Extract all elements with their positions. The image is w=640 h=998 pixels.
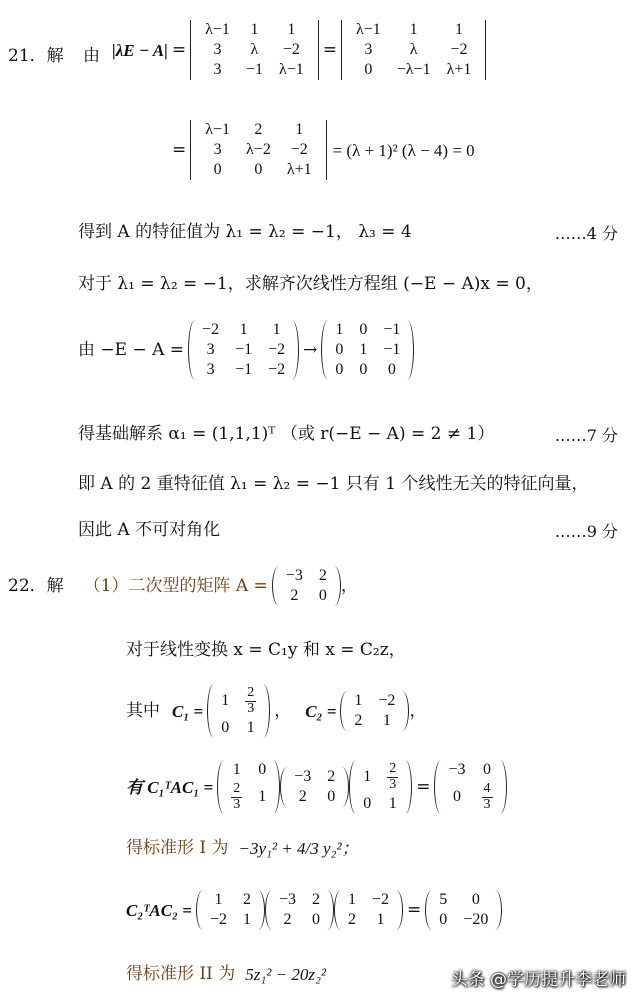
matrix-cell: 1: [409, 21, 418, 38]
matrix-cell: 0: [453, 788, 461, 806]
det-matrix-3: [190, 120, 326, 180]
matrix-cell: 1: [454, 21, 463, 38]
matrix-cell: 0: [213, 161, 222, 178]
matrix-cell: λ+1: [286, 161, 312, 178]
matrix-cell: 1: [239, 321, 248, 338]
det-matrix-2: [341, 20, 486, 80]
q21-heading: [8, 48, 100, 65]
matrix-cell: 0: [258, 761, 267, 778]
q21-number: 21．解: [8, 46, 64, 66]
matrix-cell: −λ−1: [396, 61, 431, 78]
matrix-cell: −1: [245, 61, 263, 78]
eigenvalue-line: 得到 A 的特征值为 λ₁ = λ₂ = −1， λ₃ = 4: [78, 222, 412, 242]
multiplicity-line: 即 A 的 2 重特征值 λ₁ = λ₂ = −1 只有 1 个线性无关的特征向量，: [78, 474, 589, 494]
matrix-cell: 1: [250, 21, 259, 38]
matrix-cell: 1: [348, 891, 357, 908]
q21-det-line2: = λ−1 2 1 3 λ−2 −2 0 0 λ+1 = (λ + 1)² (λ − 4) = 0: [172, 121, 475, 178]
matrix-cell: 0: [439, 911, 448, 928]
matrix-cell: 2: [348, 911, 357, 928]
matrix-result-2: [425, 890, 502, 930]
C2-label: C₂ =: [305, 701, 337, 721]
std2-label: 得标准形 II 为: [126, 964, 236, 984]
matrix-cell: −3: [278, 891, 297, 908]
matrix-cell: −2: [372, 891, 390, 908]
matrix-cell: 1: [221, 692, 230, 710]
std1-label: 得标准形 I 为: [126, 838, 229, 858]
q21-det-line1: |λE − A| = λ−1 1 1 3 λ −2 3 −1 λ−1 = λ−1 1 1 3 λ −2 0 −λ−1 λ+1: [112, 20, 486, 80]
matrix-cell: 1: [287, 21, 296, 38]
matrix-cell: 0: [221, 719, 230, 737]
matrix-cell: 0: [254, 161, 263, 178]
matrix-cell: 0: [359, 361, 368, 378]
det-lhs: |λE − A|: [112, 40, 168, 60]
matrix-cell: 1: [272, 321, 281, 338]
matrix-cell: 1: [359, 341, 368, 358]
watermark: 头条 @学历提升李老师: [450, 970, 626, 990]
matrix-cell: −2: [378, 692, 396, 710]
matrix-cell: 2: [327, 768, 336, 786]
q22-heading: 22．解 （1）二次型的矩阵 A = −3 2 2 0 ，: [8, 567, 358, 604]
matrix-cell: 1: [363, 768, 372, 786]
reduction-line: 由 −E − A = −2 1 1 3 −1 −2 3 −1 −2 → 1 0 −1 0 1 −1 0 0 0: [78, 320, 414, 380]
score-7: ……7 分: [554, 426, 618, 445]
matrix-cell: λ: [250, 41, 259, 58]
matrix-cell: −3: [285, 567, 303, 584]
q22-part1: （1）二次型的矩阵 A =: [83, 575, 268, 596]
matrix-cell: −1: [235, 341, 253, 358]
matrix-cell: 1: [388, 795, 397, 813]
matrix-result-1: [434, 760, 506, 814]
transform-line: 对于线性变换 x = C₁y 和 x = C₂z，: [126, 640, 406, 660]
matrix-cell: 2: [298, 788, 307, 806]
matrix-cell: 1: [382, 712, 391, 730]
matrix-cell: 1: [354, 692, 363, 710]
matrix-cell: 2: [283, 911, 292, 928]
det3-rhs: = (λ + 1)² (λ − 4) = 0: [332, 140, 475, 160]
det-matrix-1: [190, 20, 319, 80]
matrix-cell: −2: [282, 41, 300, 58]
matrix-cell: $\frac{2}{3}$: [389, 761, 397, 792]
matrix-A: [272, 566, 341, 606]
have-label: 有 C₁ᵀAC₁ =: [126, 777, 214, 797]
score-9: ……9 分: [554, 522, 618, 541]
matrix-cell: 0: [335, 361, 344, 378]
matrix-A-copy2: [265, 890, 334, 930]
reduction-label: 由 −E − A =: [78, 339, 185, 360]
matrix-C1-copy: [349, 760, 412, 814]
matrix-cell: 2: [354, 712, 363, 730]
matrix-cell: 0: [483, 761, 492, 778]
q22-number: 22．解: [8, 575, 64, 596]
where-line: 其中 C₁ = 1 $\frac{2}{3}$ 0 1 ， C₂ = 1 −2 2 1 ，: [126, 685, 427, 737]
matrix-cell: 2: [318, 567, 327, 584]
matrix-cell: −2: [268, 341, 286, 358]
matrix-cell: 2: [242, 891, 251, 908]
matrix-cell: $\frac{2}{3}$: [233, 781, 241, 812]
matrix-cell: 2: [254, 121, 263, 138]
matrix-cell: 1: [295, 121, 304, 138]
matrix-C2: [340, 691, 409, 731]
q21-you: 由: [83, 46, 101, 66]
C1-label: C₁ =: [172, 701, 204, 721]
std1-expression: −3y₁² + 4/3 y₂²；: [238, 839, 359, 858]
matrix-cell: 0: [359, 321, 368, 338]
matrix-cell: 3: [213, 141, 222, 158]
matrix-cell: λ−1: [205, 121, 231, 138]
matrix-negE-minus-A: [188, 320, 299, 380]
congruence-line-1: 有 C₁ᵀAC₁ = 1 0 $\frac{2}{3}$ 1 −3 2 2 0 1 $\frac{2}{3}$ 0 1 = −3 0 0 $\frac{4}{3}$: [126, 760, 507, 814]
basis-line: 得基础解系 α₁ = (1,1,1)ᵀ （或 r(−E − A) = 2 ≠ 1）: [78, 424, 495, 444]
matrix-cell: 5: [439, 891, 448, 908]
matrix-A-copy1: [280, 767, 349, 807]
std2-expression: 5z₁² − 20z₂²: [245, 965, 326, 984]
matrix-cell: −1: [383, 341, 401, 358]
matrix-C1: [207, 684, 270, 738]
matrix-cell: 0: [363, 795, 372, 813]
matrix-C2-copy: [334, 890, 403, 930]
matrix-cell: −1: [383, 321, 401, 338]
conclusion-line: 因此 A 不可对角化: [78, 520, 221, 540]
matrix-C2T: [196, 890, 265, 930]
matrix-cell: λ+1: [446, 61, 472, 78]
matrix-cell: 1: [335, 321, 344, 338]
matrix-cell: λ: [409, 41, 418, 58]
matrix-C1T: [217, 760, 280, 814]
standard-form-1-line: [126, 840, 359, 857]
matrix-cell: $\frac{4}{3}$: [483, 781, 491, 812]
matrix-cell: −1: [235, 361, 253, 378]
matrix-cell: 0: [471, 891, 480, 908]
matrix-cell: 0: [327, 788, 336, 806]
matrix-cell: 1: [246, 719, 255, 737]
matrix-cell: −2: [202, 321, 220, 338]
matrix-cell: 1: [232, 761, 241, 778]
matrix-cell: 0: [318, 587, 327, 604]
score-4: ……4 分: [554, 224, 618, 243]
matrix-cell: −3: [448, 761, 466, 778]
matrix-cell: −2: [209, 911, 227, 928]
matrix-cell: 1: [376, 911, 385, 928]
matrix-cell: 0: [387, 361, 396, 378]
matrix-cell: 3: [206, 341, 215, 358]
matrix-cell: −2: [450, 41, 468, 58]
matrix-cell: 3: [364, 41, 373, 58]
matrix-cell: −20: [463, 911, 489, 928]
matrix-cell: λ−1: [355, 21, 381, 38]
matrix-cell: −3: [294, 768, 312, 786]
matrix-cell: λ−1: [205, 21, 230, 38]
standard-form-2-line: [126, 966, 326, 983]
matrix-cell: 1: [214, 891, 223, 908]
matrix-cell: λ−2: [246, 141, 271, 158]
matrix-cell: 3: [213, 41, 222, 58]
matrix-cell: 0: [312, 911, 321, 928]
matrix-cell: λ−1: [278, 61, 304, 78]
matrix-cell: 3: [213, 61, 222, 78]
matrix-cell: −2: [290, 141, 308, 158]
matrix-cell: 3: [206, 361, 215, 378]
matrix-cell: 0: [364, 61, 373, 78]
matrix-cell: 2: [312, 891, 321, 908]
matrix-cell: 1: [242, 911, 251, 928]
matrix-cell: 1: [258, 788, 267, 806]
for-lambda-line: 对于 λ₁ = λ₂ = −1，求解齐次线性方程组 (−E − A)x = 0，: [78, 274, 543, 294]
matrix-reduced: [321, 320, 414, 380]
matrix-cell: −2: [268, 361, 286, 378]
c2-congruence-label: C₂ᵀAC₂ =: [126, 900, 192, 920]
matrix-cell: 0: [335, 341, 344, 358]
where-label: 其中: [126, 700, 160, 721]
matrix-cell: $\frac{2}{3}$: [247, 685, 255, 716]
congruence-line-2: C₂ᵀAC₂ = 1 2 −2 1 −3 2 2 0 1 −2 2 1 = 5 0 0 −20: [126, 890, 502, 930]
matrix-cell: 2: [290, 587, 299, 604]
